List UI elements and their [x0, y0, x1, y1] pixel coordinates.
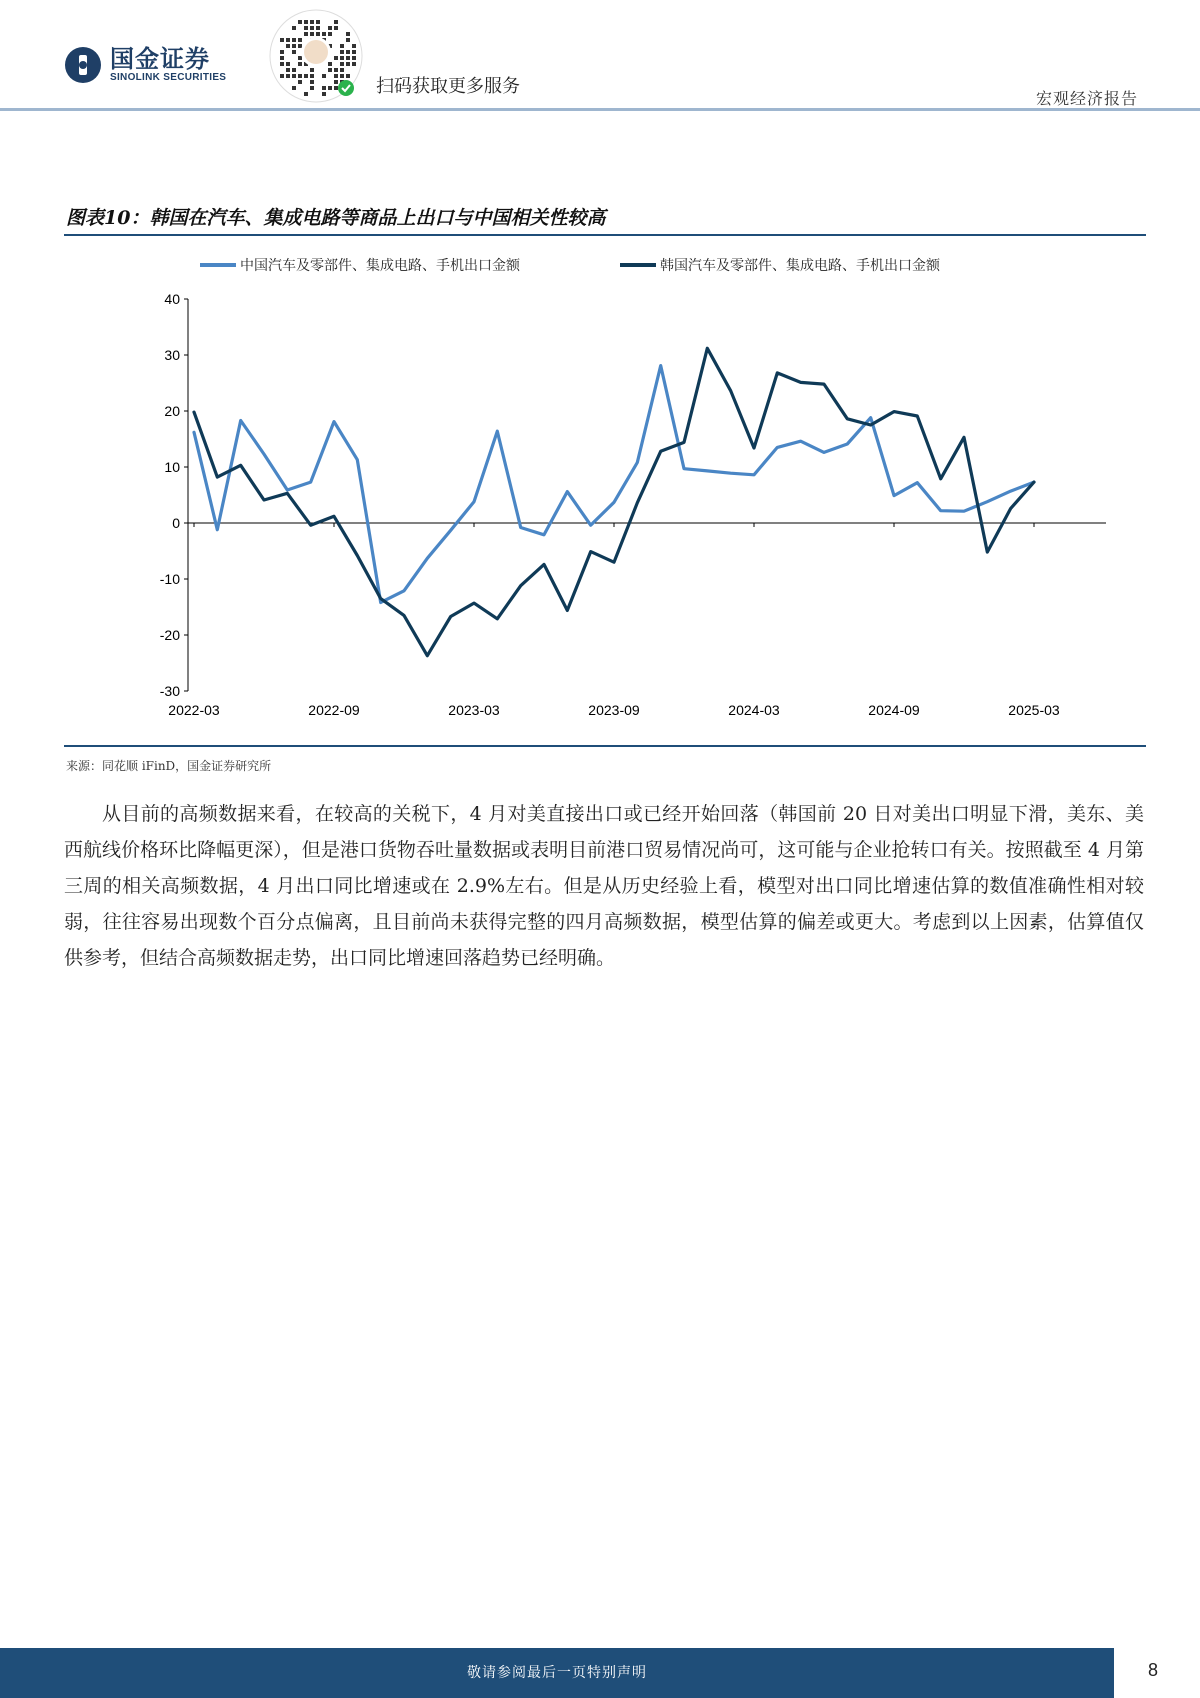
- legend-label: 中国汽车及零部件、集成电路、手机出口金额: [240, 258, 520, 274]
- x-tick-label: 2025-03: [1008, 702, 1060, 718]
- company-logo: [64, 46, 226, 84]
- footer-notice: 敬请参阅最后一页特别声明: [467, 1665, 647, 1681]
- y-tick-label: 20: [164, 403, 180, 419]
- y-tick-label: -10: [159, 571, 180, 587]
- x-tick-label: 2023-03: [448, 702, 500, 718]
- line-chart: [64, 240, 1146, 740]
- x-tick-label: 2024-09: [868, 702, 920, 718]
- report-type-label: 宏观经济报告: [1035, 89, 1138, 108]
- x-tick-label: 2022-03: [168, 702, 220, 718]
- x-tick-label: 2023-09: [588, 702, 640, 718]
- figure-source: 来源：同花顺 iFinD，国金证券研究所: [66, 759, 272, 773]
- series-line-china: [194, 366, 1034, 603]
- x-tick-label: 2024-03: [728, 702, 780, 718]
- y-tick-label: -20: [159, 627, 180, 643]
- y-tick-label: 30: [164, 347, 180, 363]
- chart-svg: [64, 240, 1146, 740]
- qr-code-icon: [268, 8, 364, 104]
- logo-en-text: SINOLINK SECURITIES: [110, 72, 227, 83]
- figure-title: 图表10：韩国在汽车、集成电路等商品上出口与中国相关性较高: [66, 207, 606, 229]
- page-number: 8: [1148, 1660, 1159, 1680]
- y-tick-label: 10: [164, 459, 180, 475]
- legend-label: 韩国汽车及零部件、集成电路、手机出口金额: [660, 258, 940, 274]
- x-tick-label: 2022-09: [308, 702, 360, 718]
- logo-mark-icon: [64, 46, 102, 84]
- y-tick-label: -30: [159, 683, 180, 699]
- figure-top-rule: [64, 234, 1146, 236]
- body-paragraph: 从目前的高频数据来看，在较高的关税下，4 月对美直接出口或已经开始回落（韩国前 20 日对美出口明显下滑，美东、美西航线价格环比降幅更深），但是港口货物吞吐量数据或表明目前港口贸易情况尚可，这可能与企业抢转口有关。按照截至 4 月第三周的相关高频数据，4 月出口同比增速或在 2.9%左右。但是从历史经验上看，模型对出口同比增速估算的数值准确性相对较弱，往往容易出现数个百分点偏离，且目前尚未获得完整的四月高频数据，模型估算的偏差或更大。考虑到以上因素，估算值仅供参考，但结合高频数据走势，出口同比增速回落趋势已经明确。: [64, 803, 1144, 969]
- figure-bottom-rule: [64, 745, 1146, 747]
- y-tick-label: 40: [164, 291, 180, 307]
- page-header: [0, 0, 1200, 112]
- qr-caption: 扫码获取更多服务: [376, 76, 520, 97]
- header-divider: [0, 108, 1200, 111]
- logo-cn-text: 国金证券: [110, 45, 210, 73]
- y-tick-label: 0: [172, 515, 180, 531]
